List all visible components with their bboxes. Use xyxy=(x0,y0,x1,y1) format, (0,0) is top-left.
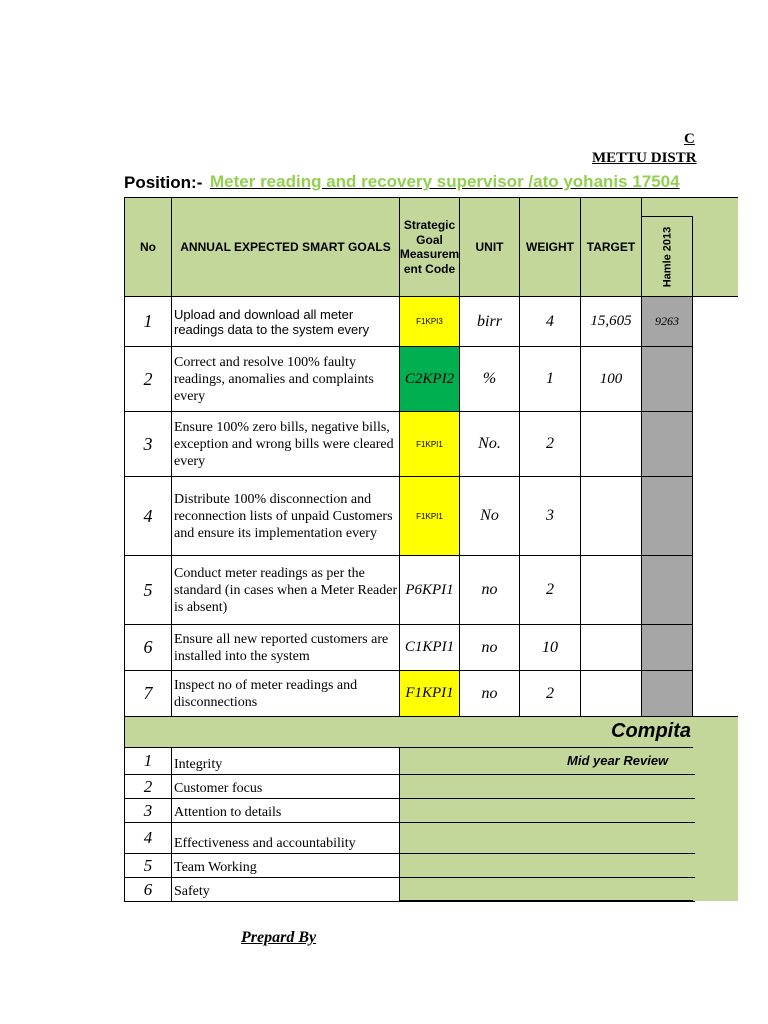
competency-rating-line xyxy=(399,798,695,823)
unit-cell: birr xyxy=(459,296,520,347)
target-cell xyxy=(580,670,642,717)
weight-cell: 2 xyxy=(519,555,581,625)
target-cell xyxy=(580,555,642,625)
hamle-label: Hamle 2013 xyxy=(661,226,674,287)
goal-text: Correct and resolve 100% faulty readings, anomalies and complaints every xyxy=(171,346,400,412)
goal-text: Ensure all new reported customers are installed into the system xyxy=(171,624,400,671)
unit-cell: % xyxy=(459,346,520,412)
goal-text: Upload and download all meter readings data to the system every xyxy=(171,296,400,347)
col-header-hamle xyxy=(641,216,693,297)
competency-number: 6 xyxy=(124,877,172,902)
row-number: 1 xyxy=(124,296,172,347)
goal-text: Ensure 100% zero bills, negative bills, exception and wrong bills were cleared every xyxy=(171,411,400,477)
unit-cell: no xyxy=(459,555,520,625)
target-cell xyxy=(580,411,642,477)
col-header-goals: ANNUAL EXPECTED SMART GOALS xyxy=(171,197,400,297)
competency-label: Team Working xyxy=(171,853,400,878)
col-header-code: Strategic Goal Measurem ent Code xyxy=(399,197,460,297)
measurement-code: F1KPI1 xyxy=(399,411,460,477)
weight-cell: 10 xyxy=(519,624,581,671)
competency-label: Customer focus xyxy=(171,774,400,799)
row-number: 3 xyxy=(124,411,172,477)
target-cell: 100 xyxy=(580,346,642,412)
competency-label: Safety xyxy=(171,877,400,902)
target-cell xyxy=(580,624,642,671)
col-header-weight: WEIGHT xyxy=(519,197,581,297)
weight-cell: 4 xyxy=(519,296,581,347)
hamle-cell xyxy=(641,555,693,625)
col-header-target: TARGET xyxy=(580,197,642,297)
measurement-code: F1KPI1 xyxy=(399,476,460,556)
competency-number: 5 xyxy=(124,853,172,878)
competency-rating-line xyxy=(399,822,695,854)
hamle-cell xyxy=(641,411,693,477)
measurement-code: F1KPI3 xyxy=(399,296,460,347)
competency-label: Integrity xyxy=(171,747,400,775)
competency-label: Effectiveness and accountability xyxy=(171,822,400,854)
competency-rating-line xyxy=(399,774,695,799)
weight-cell: 2 xyxy=(519,670,581,717)
hamle-cell xyxy=(641,624,693,671)
competency-rating-line xyxy=(399,877,695,902)
hamle-cell xyxy=(641,670,693,717)
row-number: 6 xyxy=(124,624,172,671)
hamle-cell xyxy=(641,346,693,412)
header-district: METTU DISTR xyxy=(592,150,697,166)
measurement-code: C1KPI1 xyxy=(399,624,460,671)
unit-cell: No xyxy=(459,476,520,556)
col-header-no: No xyxy=(124,197,172,297)
goal-text: Conduct meter readings as per the standard (in cases when a Meter Reader is absent) xyxy=(171,555,400,625)
mid-year-block-right xyxy=(693,747,738,901)
target-cell xyxy=(580,476,642,556)
position-value: Meter reading and recovery supervisor /ato yohanis 17504 xyxy=(210,172,680,191)
unit-cell: no xyxy=(459,624,520,671)
competency-title: Compita xyxy=(611,720,691,742)
row-number: 4 xyxy=(124,476,172,556)
weight-cell: 1 xyxy=(519,346,581,412)
competency-number: 4 xyxy=(124,822,172,854)
weight-cell: 2 xyxy=(519,411,581,477)
weight-cell: 3 xyxy=(519,476,581,556)
target-cell: 15,605 xyxy=(580,296,642,347)
row-number: 7 xyxy=(124,670,172,717)
competency-label: Attention to details xyxy=(171,798,400,823)
measurement-code: F1KPI1 xyxy=(399,670,460,717)
measurement-code: P6KPI1 xyxy=(399,555,460,625)
competency-rating-line xyxy=(399,853,695,878)
mid-year-review-label: Mid year Review xyxy=(567,753,669,768)
row-number: 5 xyxy=(124,555,172,625)
prepared-by: Prepard By xyxy=(241,929,317,946)
hamle-cell xyxy=(641,476,693,556)
competency-number: 2 xyxy=(124,774,172,799)
unit-cell: No. xyxy=(459,411,520,477)
header-line-1: C xyxy=(684,131,695,147)
row-number: 2 xyxy=(124,346,172,412)
position-label: Position:- xyxy=(124,173,203,192)
competency-number: 1 xyxy=(124,747,172,775)
competency-rating-line xyxy=(399,747,695,775)
measurement-code: C2KPI2 xyxy=(399,346,460,412)
hamle-cell: 9263 xyxy=(641,296,693,347)
competency-number: 3 xyxy=(124,798,172,823)
unit-cell: no xyxy=(459,670,520,717)
goal-text: Distribute 100% disconnection and reconnection lists of unpaid Customers and ensure its implementation every xyxy=(171,476,400,556)
goal-text: Inspect no of meter readings and disconnections xyxy=(171,670,400,717)
col-header-unit: UNIT xyxy=(459,197,520,297)
